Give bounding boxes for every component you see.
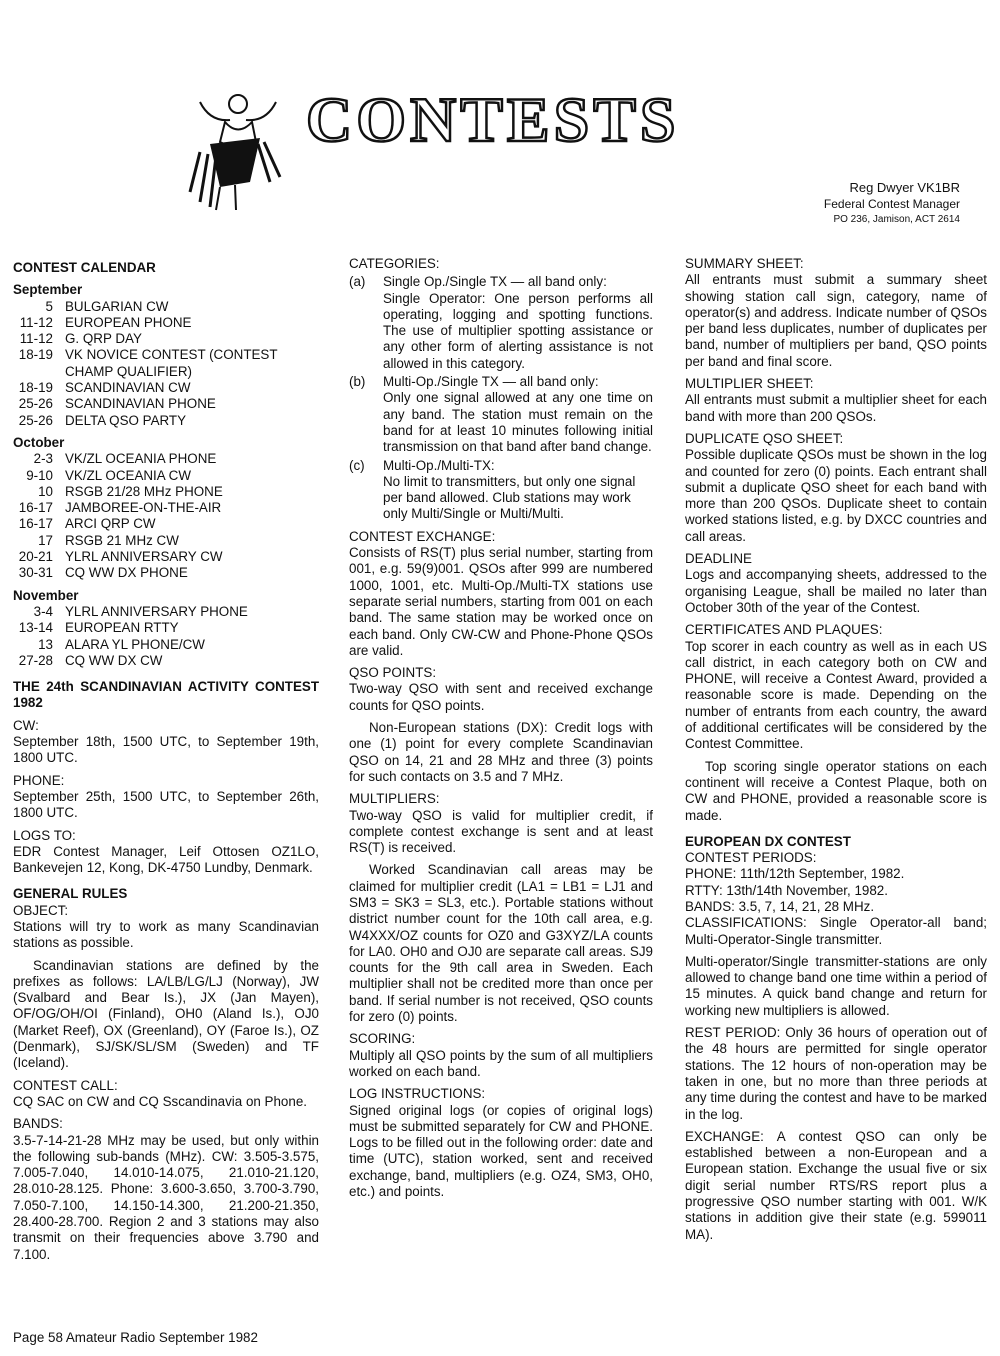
- rules-heading: GENERAL RULES: [13, 886, 128, 902]
- event-date: 3-4: [33, 603, 53, 619]
- event-date: 27-28: [18, 652, 53, 668]
- logs-text: EDR Contest Manager, Leif Ottosen OZ1LO, Bankevejen 12, Kong, DK-4750 Lundby, Denmark.: [13, 843, 319, 876]
- event-name: VK/ZL OCEANIA PHONE: [65, 451, 217, 467]
- certificates-paragraph-2: Top scoring single operator stations on each continent will receive a Contest Plaque, both on CW and PHONE, provided a reasonable score is made.: [685, 758, 987, 823]
- event-date: 2-3: [33, 451, 53, 467]
- edx-periods-label: CONTEST PERIODS:: [685, 850, 817, 866]
- logs-label: LOGS TO:: [13, 827, 76, 843]
- calendar-event: [13, 380, 319, 396]
- multiplier-sheet-label: MULTIPLIER SHEET:: [685, 376, 814, 392]
- category-a-text: Single Operator: One person performs all operating, logging and spotting functions. The use of multiplier spotting assistance or any other form of alerting assistance is not allowed in this category.: [383, 290, 653, 371]
- certificates-paragraph-1: Top scorer in each country as well as in each US call district, in each category both on CW and PHONE, will receive a Contest Award, provided a reasonable score is made. Depending on the number of entrants from each country, the award of additional certificates will be considered by the Contest Committee.: [685, 638, 987, 752]
- calendar-event: [13, 299, 319, 315]
- event-name: ALARA YL PHONE/CW: [65, 636, 205, 652]
- event-name: DELTA QSO PARTY: [65, 412, 187, 428]
- calendar-event: [13, 347, 319, 380]
- calendar-event: [13, 315, 319, 331]
- event-date: 18-19: [18, 380, 53, 396]
- calendar-month: September: [13, 282, 83, 298]
- category-c-title: Multi-Op./Multi-TX:: [383, 457, 495, 473]
- bands-label: BANDS:: [13, 1116, 63, 1132]
- event-name: SCANDINAVIAN CW: [65, 380, 191, 396]
- calendar-event: [13, 604, 319, 620]
- deadline-label: DEADLINE: [685, 551, 752, 567]
- category-c: [349, 458, 653, 523]
- event-date: 18-19: [18, 347, 53, 363]
- event-name: EUROPEAN PHONE: [65, 314, 192, 330]
- category-b-text: Only one signal allowed at any one time on any band. The station must remain on the band for at least 10 minutes following initial transmission on that band after band change.: [383, 390, 653, 455]
- event-date: 20-21: [18, 549, 53, 565]
- column-3: [685, 256, 987, 1243]
- page-header: [0, 0, 1000, 250]
- calendar-month: November: [13, 587, 79, 603]
- event-name: ARCI QRP CW: [65, 516, 156, 532]
- author-name: Reg Dwyer VK1BR: [849, 180, 960, 195]
- duplicate-text: Possible duplicate QSOs must be shown in the log and counted for zero (0) points. Each entrant shall submit a duplicate QSO sheet for each band with more than 200 QSOs. Duplicate sheet to contain worked stations listed, e.g. by DXCC countries and call areas.: [685, 447, 987, 544]
- edx-heading: EUROPEAN DX CONTEST: [685, 833, 851, 849]
- calendar-event: [13, 396, 319, 412]
- edx-exchange: EXCHANGE: A contest QSO can only be established between a non-European and a European station. Exchange the usual five or six digit serial number RTS/RS report plus a progressive QSO number starting with 001. W/K stations in addition give their state (e.g. 599011 MA).: [685, 1128, 987, 1242]
- event-name: JAMBOREE-ON-THE-AIR: [65, 500, 222, 516]
- event-name: CQ WW DX CW: [65, 652, 163, 668]
- calendar-event: [13, 484, 319, 500]
- summary-label: SUMMARY SHEET:: [685, 256, 804, 271]
- calendar-event: [13, 468, 319, 484]
- event-name: SCANDINAVIAN PHONE: [65, 396, 216, 412]
- event-date: 13: [38, 636, 53, 652]
- event-name: EUROPEAN RTTY: [65, 620, 179, 636]
- scoring-label: SCORING:: [349, 1031, 416, 1047]
- event-date: 16-17: [18, 516, 53, 532]
- event-name: BULGARIAN CW: [65, 298, 169, 314]
- calendar-event: [13, 653, 319, 669]
- author-role: Federal Contest Manager: [823, 197, 960, 211]
- bands-text: 3.5-7-14-21-28 MHz may be used, but only within the following sub-bands (MHz). CW: 3.505-3.575, 7.005-7.040, 14.010-14.075, 21.010-21.120, 28.010-28.125. Phone: 3.600-3.650, 3.700-3.790, 7.050-7.100, 14.150-14.300, 21.200-21.350, 28.400-28.700. Region 2 and 3 stations may also transmit on their frequencies above 3.790 and 7.100.: [13, 1132, 319, 1262]
- categories-label: CATEGORIES:: [349, 256, 440, 271]
- edx-rtty: RTTY: 13th/14th November, 1982.: [685, 882, 888, 898]
- category-c-text: No limit to transmitters, but only one signal per band allowed. Club stations may work only Multi/Single or Multi/Multi.: [383, 473, 636, 522]
- contest-calendar: [13, 282, 319, 669]
- event-name: YLRL ANNIVERSARY PHONE: [65, 603, 248, 619]
- calendar-event: [13, 565, 319, 581]
- summary-text: All entrants must submit a summary sheet showing station call sign, category, name of operator(s) and address. Indicate number of QSOs per band less duplicates, number of duplicates per band, number of multipliers per band, QSO points per band and final score.: [685, 272, 987, 369]
- exchange-label: CONTEST EXCHANGE:: [349, 528, 496, 544]
- byline: [824, 180, 960, 228]
- edx-phone: PHONE: 11th/12th September, 1982.: [685, 866, 905, 882]
- event-date: 17: [38, 532, 53, 548]
- event-date: 11-12: [19, 314, 53, 330]
- dancer-illustration-icon: [180, 82, 300, 212]
- category-a-label: (a): [349, 274, 366, 290]
- event-name: CQ WW DX PHONE: [65, 565, 188, 581]
- calendar-event: [13, 637, 319, 653]
- phone-text: September 25th, 1500 UTC, to September 26th, 1800 UTC.: [13, 788, 319, 821]
- event-date: 25-26: [18, 396, 53, 412]
- log-instructions-label: LOG INSTRUCTIONS:: [349, 1086, 486, 1102]
- call-text: CQ SAC on CW and CQ Sscandinavia on Phone.: [13, 1093, 307, 1109]
- page-footer: Page 58 Amateur Radio September 1982: [13, 1330, 258, 1345]
- event-date: 5: [45, 298, 53, 314]
- calendar-event: [13, 413, 319, 429]
- column-1: [13, 256, 319, 1263]
- cw-label: CW:: [13, 717, 39, 733]
- calendar-event: [13, 331, 319, 347]
- edx-bands: BANDS: 3.5, 7, 14, 21, 28 MHz.: [685, 898, 875, 914]
- duplicate-label: DUPLICATE QSO SHEET:: [685, 430, 844, 446]
- category-b-label: (b): [349, 374, 366, 390]
- category-a-title: Single Op./Single TX — all band only:: [383, 274, 607, 290]
- multipliers-paragraph-2: Worked Scandinavian call areas may be claimed for multiplier credit (LA1 = LB1 = LJ1 and SM3 = SK3 = SL3, etc.). Portable stations without district number count for the 10th call area, e.g. W4XXX/OZ counts for OZ0 and G3XYZ/LA counts for LA0. OH0 and OJ0 are separate call areas. SJ9 counts for the 9th call area in Sweden. Each multiplier shall not be credited more than once per band. If serial number is not received, QSO counts for zero (0) points.: [349, 862, 653, 1025]
- cw-text: September 18th, 1500 UTC, to September 19th, 1800 UTC.: [13, 734, 319, 766]
- category-c-label: (c): [349, 457, 365, 473]
- exchange-text: Consists of RS(T) plus serial number, starting from 001, e.g. 59(9)001. QSOs after 999 are numbered 1000, 1001, etc. Multi-Op./Multi-TX stations use separate serial numbers, starting from 001 on each band. The same station may be worked once on each band. Only CW-CW and Phone-Phone QSOs are valid.: [349, 545, 653, 658]
- event-date: 13-14: [18, 620, 53, 636]
- points-paragraph-2: Non-European stations (DX): Credit logs with one (1) point for every complete Scandinavian QSO on 14, 21 and 28 MHz and three (3) points for such contacts on 3.5 and 7 MHz.: [349, 720, 653, 784]
- call-label: CONTEST CALL:: [13, 1077, 118, 1093]
- event-date: 9-10: [26, 467, 53, 483]
- calendar-heading: CONTEST CALENDAR: [13, 260, 156, 275]
- points-paragraph-1: Two-way QSO with sent and received exchange counts for QSO points.: [349, 681, 653, 713]
- calendar-event: [13, 620, 319, 636]
- multipliers-paragraph-1: Two-way QSO is valid for multiplier credit, if complete contest exchange is sent and at least RS(T) is received.: [349, 807, 653, 856]
- object-paragraph-2: Scandinavian stations are defined by the prefixes as follows: LA/LB/LG/LJ (Norway), JW (Svalbard and Bear Is.), JX (Jan Mayen), OF/OG/OH/OI (Finland), OH0 (Aland Is.), OJ0 (Market Reef), OX (Greenland), OY (Faroe Is.), OZ (Denmark), SJ/SK/SL/SM (Sweden) and TF (Iceland).: [13, 957, 319, 1071]
- calendar-event: [13, 533, 319, 549]
- event-name: VK NOVICE CONTEST (CONTEST CHAMP QUALIFIER): [65, 347, 278, 379]
- column-2: [349, 256, 653, 1200]
- event-date: 30-31: [18, 565, 53, 581]
- calendar-event: [13, 516, 319, 532]
- log-instructions-text: Signed original logs (or copies of original logs) must be submitted separately for CW and PHONE. Logs to be filled out in the following order: date and time (UTC), station worked, sent and received exchange, band, multipliers (e.g. OZ4, SM3, OH0, etc.) and points.: [349, 1102, 653, 1200]
- event-name: YLRL ANNIVERSARY CW: [65, 549, 223, 565]
- multipliers-label: MULTIPLIERS:: [349, 791, 440, 807]
- event-name: RSGB 21 MHz CW: [65, 532, 179, 548]
- scoring-text: Multiply all QSO points by the sum of all multipliers worked on each band.: [349, 1047, 653, 1079]
- event-name: VK/ZL OCEANIA CW: [65, 467, 191, 483]
- category-b: [349, 374, 653, 455]
- points-label: QSO POINTS:: [349, 665, 437, 681]
- calendar-event: [13, 500, 319, 516]
- calendar-event: [13, 451, 319, 467]
- event-date: 11-12: [19, 331, 53, 347]
- calendar-event: [13, 549, 319, 565]
- edx-multiop: Multi-operator/Single transmitter-stations are only allowed to change band one time within a period of 15 minutes. A quick band change and return for working new multipliers is allowed.: [685, 953, 987, 1018]
- event-date: 10: [38, 483, 53, 499]
- event-name: RSGB 21/28 MHz PHONE: [65, 483, 223, 499]
- category-a: [349, 274, 653, 372]
- event-date: 25-26: [18, 412, 53, 428]
- edx-classifications: CLASSIFICATIONS: Single Operator-all band; Multi-Operator-Single transmitter.: [685, 915, 987, 947]
- event-date: 16-17: [18, 500, 53, 516]
- object-label: OBJECT:: [13, 902, 69, 918]
- author-address: PO 236, Jamison, ACT 2614: [833, 214, 960, 225]
- category-b-title: Multi-Op./Single TX — all band only:: [383, 374, 599, 390]
- calendar-month: October: [13, 434, 65, 450]
- object-paragraph-1: Stations will try to work as many Scandinavian stations as possible.: [13, 918, 319, 951]
- edx-rest: REST PERIOD: Only 36 hours of operation out of the 48 hours are permitted for single operator stations. The 12 hours of non-operation may be taken in one, but no more than three periods at any time during the contest and have to be marked in the log.: [685, 1025, 987, 1122]
- event-name: G. QRP DAY: [65, 331, 142, 347]
- multiplier-sheet-text: All entrants must submit a multiplier sheet for each band with more than 200 QSOs.: [685, 392, 987, 424]
- deadline-text: Logs and accompanying sheets, addressed to the organising League, shall be mailed no later than October 30th of the year of the Contest.: [685, 567, 987, 615]
- scan-heading: THE 24th SCANDINAVIAN ACTIVITY CONTEST 1982: [13, 679, 319, 711]
- certificates-label: CERTIFICATES AND PLAQUES:: [685, 622, 883, 638]
- phone-label: PHONE:: [13, 772, 65, 788]
- page-title: CONTESTS: [306, 84, 680, 155]
